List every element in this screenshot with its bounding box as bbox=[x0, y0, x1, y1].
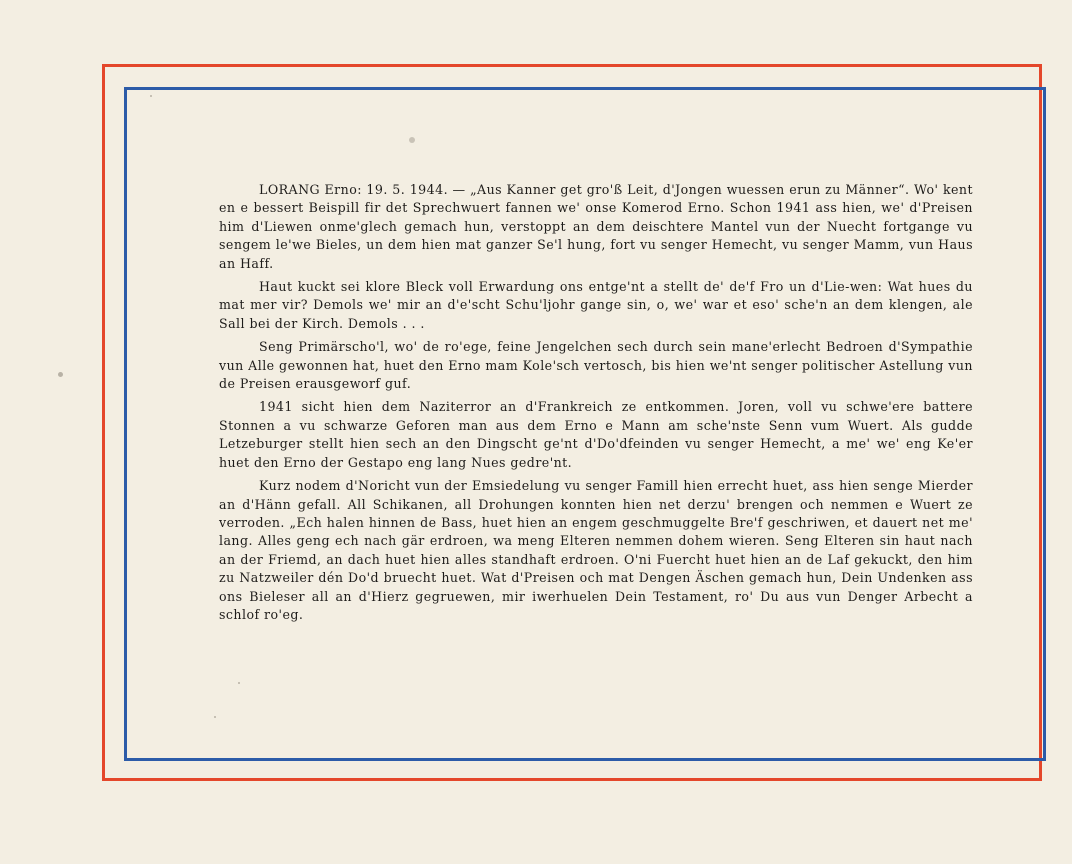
paper-speck bbox=[58, 372, 63, 377]
paragraph-look-of-expectation: Haut kuckt sei klore Bleck voll Erwardung ons entge'nt a stellt de' de'f Fro un d'Lie-wen: Wat hues du mat mer vir? Demols we' mir an d'e'scht Schu'ljohr gange sin, o, we' war et eso' sche'n an dem klengen, ale Sall bei der Kirch. Demols . . . bbox=[219, 279, 973, 331]
paragraph-lorang-erno-intro: LORANG Erno: 19. 5. 1944. — „Aus Kanner get gro'ß Leit, d'Jongen wuessen erun zu Männer“. Wo' kent en e bessert Beispill fir det Sprechwuert fannen we' onse Komerod Erno. Schon 1941 ass hien, we' d'Preisen him d'Liewen onme'glech gemach hun, verstoppt an dem deischtere Mantel vun der Nuecht fortgange vu sengem le'we Bieles, un dem hien mat ganzer Se'l hung, fort vu senger Hemecht, vu senger Mamm, vun Haus an Haff. bbox=[219, 182, 973, 271]
paragraph-arrest-and-death: Kurz nodem d'Noricht vun der Emsiedelung vu senger Famill hien errecht huet, ass hien senge Mierder an d'Hänn gefall. All Schikanen, all Drohungen konnten hien net derzu' brengen och nemmen e Wuert ze verroden. „Ech halen hinnen de Bass, huet hien an engem geschmuggelte Bre'f geschriwen, et dauert net me' lang. Alles geng ech nach gär erdroen, wa meng Elteren nemmen dohem wieren. Seng Elteren sin haut nach an der Friemd, an dach huet hien alles standhaft erdroen. O'ni Fuercht huet hien an de Laf gekuckt, den him zu Natzweiler dén Do'd bruecht huet. Wat d'Preisen och mat Dengen Äschen gemach hun, Dein Undenken ass ons Bieleser all an d'Hierz gegruewen, mir iwerhuelen Dein Testament, ro' Du aus vun Denger Arbecht a schlof ro'eg. bbox=[219, 478, 973, 622]
memorial-text bbox=[219, 181, 973, 629]
paragraph-primary-school: Seng Primärscho'l, wo' de ro'ege, feine Jengelchen sech durch sein mane'erlecht Bedroen d'Sympathie vun Alle gewonnen hat, huet den Erno mam Kole'sch vertosch, bis hien we'nt senger politischer Astellung vun de Preisen erausgeworf guf. bbox=[219, 339, 973, 392]
paragraph-escape-1941: 1941 sicht hien dem Naziterror an d'Frankreich ze entkommen. Joren, voll vu schwe'ere battere Stonnen a vu schwarze Geforen man aus dem Erno e Mann am sche'nste Senn vum Wuert. Als gudde Letzeburger stellt hien sech an den Dingscht ge'nt d'Do'dfeinden vu senger Hemecht, a me' we' eng Ke'er huet den Erno der Gestapo eng lang Nues gedre'nt. bbox=[219, 399, 973, 470]
